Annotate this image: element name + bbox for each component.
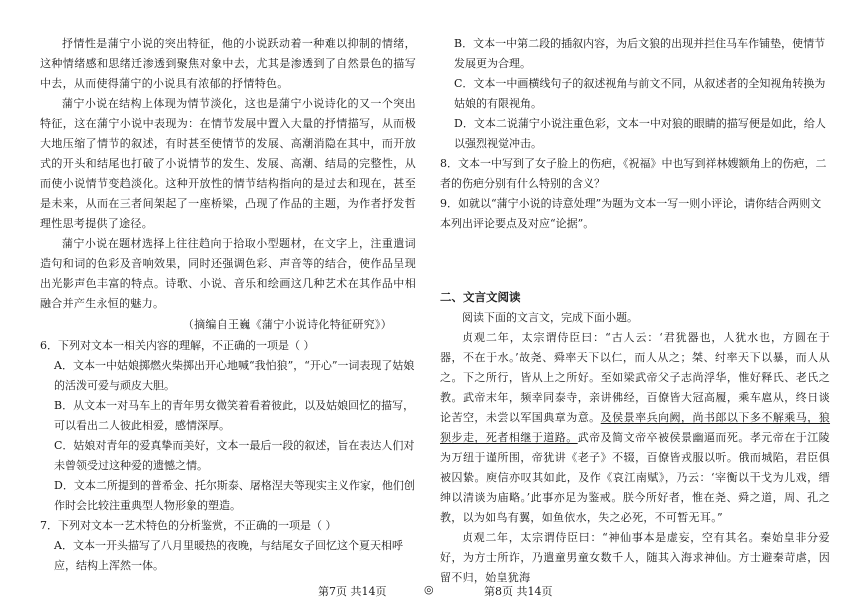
classical-paragraph-1-part-b: 武帝及简文帝卒被侯景幽逼而死。孝元帝在于江陵为万纽于谨所围，帝犹讲《老子》不辍，百僚皆戎服以听。俄而城陷，君臣俱被囚絷。庾信亦叹其如此，及作《哀江南赋》，乃云：‘宰衡以干戈为儿戏，缙绅以清谈为庙略。’此事亦足为鉴戒。朕今所好者，惟在尧、舜之道，周、孔之教，以为如鸟有翼，如鱼依水，失之必死，不可暂无耳。” xyxy=(440,431,830,524)
question-8: 8．文本一中写到了女子脸上的伤疤，《祝福》中也写到祥林嫂额角上的伤疤，二者的伤疤分别有什么特别的含义？ xyxy=(440,157,827,190)
question-7: 7．下列对文本一艺术特色的分析鉴赏，不正确的一项是（ ） xyxy=(40,519,337,532)
classical-paragraph-2: 贞观二年，太宗谓侍臣曰：“神仙事本是虚妄，空有其名。秦始皇非分爱好，为方士所诈，乃遣童男童女数千人，随其入海求神仙。方士避秦苛虐，因留不归，始皇犹海 xyxy=(440,531,830,584)
section-heading-classical-chinese: 二、文言文阅读 xyxy=(440,290,521,304)
reading-instruction: 阅读下面的文言文，完成下面小题。 xyxy=(462,311,638,324)
right-page-number: 第8页 共14页 xyxy=(484,585,553,598)
question-7-option-a: A．文本一开头描写了八月里暖热的夜晚，与结尾女子回忆这个夏天相呼应，结构上浑然一体。 xyxy=(54,539,403,572)
answer-space xyxy=(440,234,830,286)
text2-paragraph-1: 抒情性是蒲宁小说的突出特征，他的小说跃动着一种难以抑制的情绪，这种情绪感和思绪迁渗透到聚焦对象中去，尤其是渗透到了自然景色的描写中去，从而使得蒲宁的小说具有浓郁的抒情特色。 xyxy=(40,37,416,90)
underlined-sentence: 及侯景率兵向阙，尚书郎以下多不解乘马，狼狈步走，死者相继于道路。 xyxy=(440,411,831,444)
left-page-number: 第7页 共14页 xyxy=(318,585,387,598)
question-7-option-d: D．文本二说蒲宁小说注重色彩，文本一中对狼的眼睛的描写便是如此，给人以强烈视觉冲击。 xyxy=(454,117,826,150)
center-mark: ◎ xyxy=(424,583,434,596)
question-6-option-b: B．从文本一对马车上的青年男女微笑着看着彼此，以及姑娘回忆的描写，可以看出二人彼此相爱，感情深厚。 xyxy=(54,399,415,432)
classical-paragraph-1-part-a: 贞观二年，太宗谓侍臣曰：“古人云：‘君犹器也，人犹水也，方圆在于器，不在于水。’故尧、舜率天下以仁，而人从之；桀、纣率天下以暴，而人从之。下之所行，皆从上之所好。至如梁武帝父子志尚浮华，惟好释氏、老氏之教。武帝末年，频幸同泰寺，亲讲佛经，百僚皆大冠高履，乘车扈从，终日谈论苦空，未尝以军国典章为意。 xyxy=(440,331,830,424)
question-7-option-c: C．文本一中画横线句子的叙述视角与前文不同，从叙述者的全知视角转换为姑娘的有限视角。 xyxy=(454,77,826,110)
question-9: 9．如就以“蒲宁小说的诗意处理”为题为文本一写一则小评论，请你结合两则文本列出评论要点及对应“论据”。 xyxy=(440,197,822,230)
text2-paragraph-3: 蒲宁小说在题材选择上往往趋向于拾取小型题材，在文字上，注重遣词造句和词的色彩及音响效果，同时还强调色彩、声音等的结合，使作品呈现出光影声色丰富的特点。诗歌、小说、音乐和绘画这几种艺术在其作品中相融合并产生永恒的魅力。 xyxy=(40,237,416,310)
text2-paragraph-2: 蒲宁小说在结构上体现为情节淡化，这也是蒲宁小说诗化的又一个突出特征，这在蒲宁小说中表现为：在情节发展中置入大量的抒情描写，从而极大地压缩了情节的叙述，有时甚至使情节的发展、高潮消隐在其中，而开放式的开头和结尾也打破了小说情节的发生、发展、高潮、结局的完整性，从而使小说情节变趋淡化。这种开放性的情节结构指向的是过去和现在，甚至是未来，从而在三者间架起了一座桥梁，凸现了作品的主题，为作者抒发哲理性思考提供了途径。 xyxy=(40,97,416,230)
question-6-option-c: C．姑娘对青年的爱真挚而美好，文本一最后一段的叙述，旨在表达人们对未曾领受过这种爱的遗憾之情。 xyxy=(54,439,415,472)
classical-paragraph-1 xyxy=(440,328,830,528)
page-footer xyxy=(0,583,860,601)
question-6-option-d: D．文本二所提到的普希金、托尔斯泰、屠格涅夫等现实主义作家，他们创作时会比较注重典型人物形象的塑造。 xyxy=(54,479,415,512)
source-citation: （摘编自王巍《蒲宁小说诗化特征研究》） xyxy=(182,318,392,331)
right-page xyxy=(430,0,860,607)
question-6: 6．下列对文本一相关内容的理解，不正确的一项是（ ） xyxy=(40,339,315,352)
question-6-option-a: A．文本一中姑娘掷燃火柴掷出开心地喊“我怕狼”，“开心”一词表现了姑娘的活泼可爱与顽皮大胆。 xyxy=(54,359,415,392)
question-7-option-b: B．文本一中第二段的插叙内容，为后文狼的出现并拦住马车作铺垫，使情节发展更为合理。 xyxy=(454,37,826,70)
